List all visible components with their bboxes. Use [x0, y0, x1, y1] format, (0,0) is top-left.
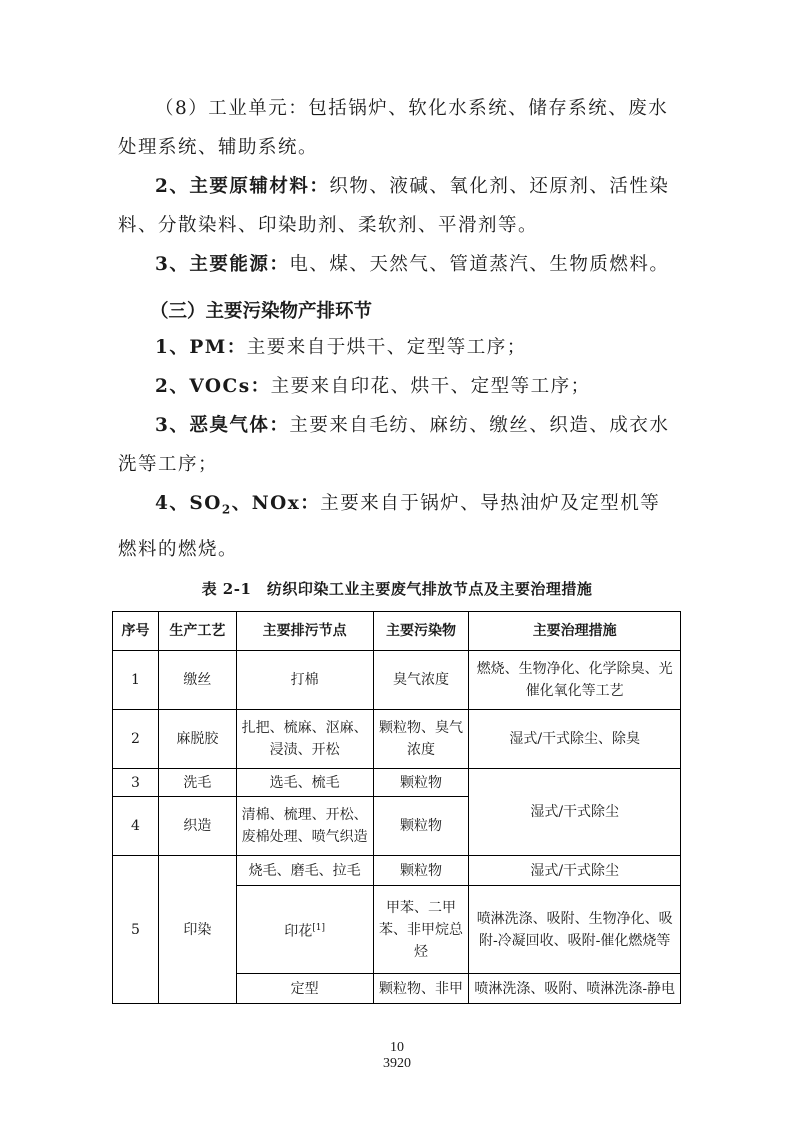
- table-caption: 表 2-1 纺织印染工业主要废气排放节点及主要治理措施: [201, 580, 593, 598]
- raw-materials-lead: 2、主要原辅材料：: [155, 176, 330, 197]
- printing-node-cell: 印花[1]: [236, 886, 373, 974]
- table-row: 印花[1] 甲苯、二甲苯、非甲烷总烃 喷淋洗涤、吸附、生物净化、吸附-冷凝回收、吸附-催化燃烧等: [113, 886, 681, 974]
- table-row: 5 印染 烧毛、磨毛、拉毛 颗粒物 湿式/干式除尘: [113, 856, 681, 886]
- paragraph-pm: 1、PM：主要来自于烘干、定型等工序；: [155, 337, 527, 358]
- table-row: 4 织造 清棉、梳理、开松、废棉处理、喷气织造 颗粒物: [113, 797, 681, 856]
- paragraph-energy: 3、主要能源：电、煤、天然气、管道蒸汽、生物质燃料。: [155, 254, 670, 275]
- table-row: 定型 颗粒物、非甲 喷淋洗涤、吸附、喷淋洗涤-静电: [113, 974, 681, 1004]
- paragraph-vocs: 2、VOCs：主要来自印花、烘干、定型等工序；: [155, 376, 591, 397]
- header-measure: 主要治理措施: [469, 612, 681, 651]
- paragraph-raw-materials: 2、主要原辅材料：织物、液碱、氧化剂、还原剂、活性染料、分散染料、印染助剂、柔软剂、平滑剂等。: [118, 176, 670, 236]
- paragraph-industrial-unit: （8）工业单元：包括锅炉、软化水系统、储存系统、废水处理系统、辅助系统。: [118, 98, 669, 158]
- document-number: 3920: [383, 1056, 411, 1071]
- section-heading: （三）主要污染物产排环节: [150, 301, 373, 322]
- footnote-marker: [1]: [312, 922, 326, 933]
- paragraph-so2-nox: 4、$SO_2$、NOx：主要来自于锅炉、导热油炉及定型机等燃料的燃烧。: [118, 493, 661, 560]
- table-row: 1 缴丝 打棉 臭气浓度 燃烧、生物净化、化学除臭、光催化氧化等工艺: [113, 651, 681, 710]
- emission-table: [112, 611, 681, 1004]
- table-header-row: [113, 612, 681, 651]
- header-process: 生产工艺: [158, 612, 236, 651]
- header-no: 序号: [113, 612, 159, 651]
- table-row: 2 麻脱胶 扎把、梳麻、沤麻、浸渍、开松 颗粒物、臭气浓度 湿式/干式除尘、除臭: [113, 710, 681, 769]
- merged-measure-cell: 湿式/干式除尘: [469, 769, 681, 856]
- page-number: 10: [390, 1040, 404, 1055]
- paragraph-odor: 3、恶臭气体：主要来自毛纺、麻纺、缴丝、织造、成衣水洗等工序；: [118, 415, 670, 475]
- header-pollutant: 主要污染物: [373, 612, 469, 651]
- table-row: 3 洗毛 选毛、梳毛 颗粒物 湿式/干式除尘: [113, 769, 681, 797]
- header-node: 主要排污节点: [236, 612, 373, 651]
- energy-lead: 3、主要能源：: [155, 254, 290, 275]
